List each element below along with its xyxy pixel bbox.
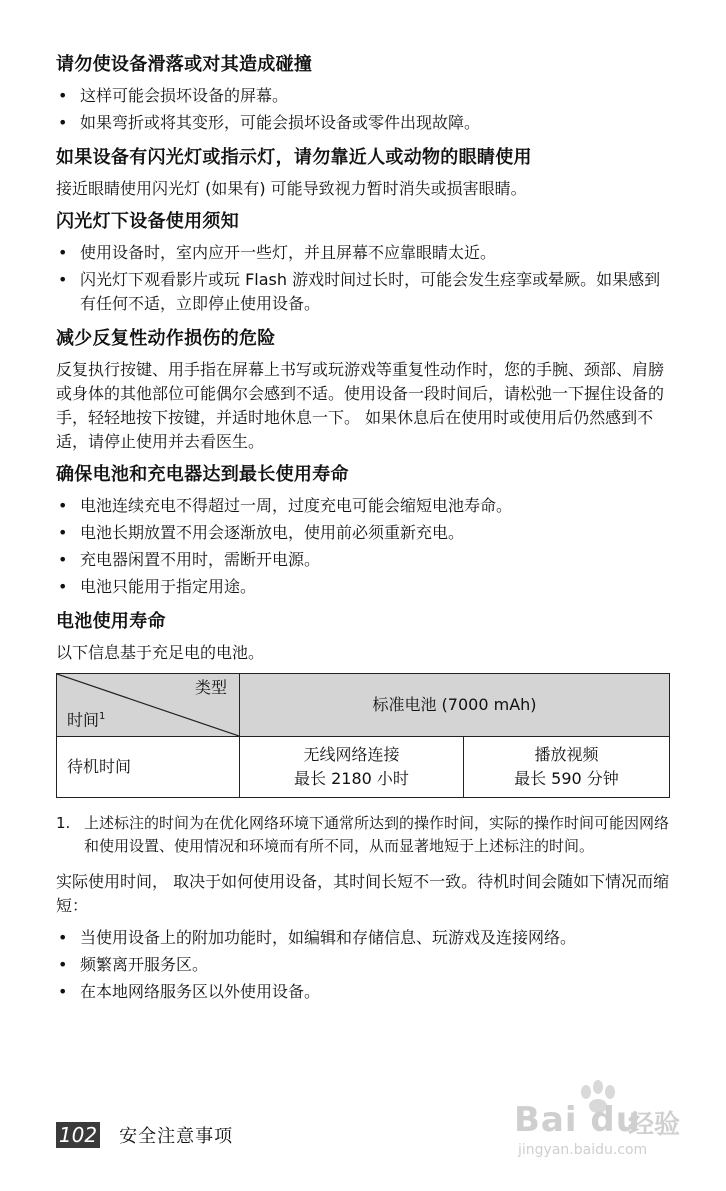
watermark-cn: 经验 (628, 1110, 681, 1140)
list-item: • 当使用设备上的附加功能时，如编辑和存储信息、玩游戏及连接网络。 (56, 926, 672, 950)
table-header-row (57, 674, 670, 737)
bullet-list (56, 241, 672, 316)
list-item: • 如果弯折或将其变形，可能会损坏设备或零件出现故障。 (56, 111, 672, 135)
table-row-label: 待机时间 (57, 737, 240, 798)
corner-type-label: 类型 (194, 678, 227, 697)
section-title: 如果设备有闪光灯或指示灯，请勿靠近人或动物的眼睛使用 (56, 147, 532, 168)
watermark-logo: Bai du (514, 1100, 641, 1140)
closing-bullet-list (56, 926, 672, 1004)
footnote-number: 1. (56, 814, 71, 832)
section-flash-eyes (56, 145, 672, 201)
section-battery-life (56, 609, 672, 665)
cell-line: 无线网络连接 (303, 745, 400, 764)
table-header-cell: 标准电池 (7000 mAh) (240, 674, 670, 737)
closing-paragraph: 实际使用时间， 取决于如何使用设备，其时间长短不一致。待机时间会随如下情况而缩短： (56, 872, 670, 915)
corner-time-text: 时间 (67, 710, 100, 729)
footnote-ref: 1 (99, 710, 106, 722)
section-battery-care (56, 462, 672, 599)
cell-line: 最长 2180 小时 (294, 769, 409, 788)
section-title: 电池使用寿命 (56, 611, 166, 632)
bullet-list (56, 494, 672, 599)
section-title: 确保电池和充电器达到最长使用寿命 (56, 464, 349, 485)
list-item: • 这样可能会损坏设备的屏幕。 (56, 84, 672, 108)
cell-line: 最长 590 分钟 (514, 769, 619, 788)
footnote-text: 上述标注的时间为在优化网络环境下通常所达到的操作时间，实际的操作时间可能因网络和使用设置、使用情况和环境而有所不同，从而显著地短于上述标注的时间。 (84, 814, 670, 855)
page-number: 102 (56, 1122, 100, 1148)
list-item: • 使用设备时，室内应开一些灯，并且屏幕不应靠眼睛太近。 (56, 241, 672, 265)
table-cell-wifi (240, 737, 464, 798)
section-title: 闪光灯下设备使用须知 (56, 211, 239, 232)
section-paragraph: 以下信息基于充足电的电池。 (56, 643, 265, 662)
corner-time-label (67, 705, 105, 732)
list-item: • 电池长期放置不用会逐渐放电，使用前必须重新充电。 (56, 521, 672, 545)
list-item: • 充电器闲置不用时，需断开电源。 (56, 548, 672, 572)
section-title: 请勿使设备滑落或对其造成碰撞 (56, 54, 313, 75)
list-item: • 在本地网络服务区以外使用设备。 (56, 980, 672, 1004)
section-repetitive-motion (56, 326, 672, 454)
footnote (56, 812, 672, 858)
bullet-list (56, 84, 672, 135)
cell-line: 播放视频 (534, 745, 599, 764)
list-item: • 电池只能用于指定用途。 (56, 575, 672, 599)
list-item: • 频繁离开服务区。 (56, 953, 672, 977)
section-title: 减少反复性动作损伤的危险 (56, 328, 276, 349)
section-drop (56, 52, 672, 135)
footer-section-title: 安全注意事项 (119, 1126, 234, 1147)
page-footer (56, 1122, 233, 1150)
list-item: • 电池连续充电不得超过一周，过度充电可能会缩短电池寿命。 (56, 494, 672, 518)
table-cell-video (463, 737, 669, 798)
table-row (57, 737, 670, 798)
section-paragraph: 接近眼睛使用闪光灯 (如果有) 可能导致视力暂时消失或损害眼睛。 (56, 179, 527, 198)
table-corner-cell (57, 674, 240, 737)
watermark (508, 1080, 708, 1165)
section-flash-notice (56, 209, 672, 316)
battery-life-table (56, 673, 670, 798)
section-paragraph: 反复执行按键、用手指在屏幕上书写或玩游戏等重复性动作时，您的手腕、颈部、肩膀或身体的其他部位可能偶尔会感到不适。使用设备一段时间后，请松弛一下握住设备的手，轻轻地按下按键，并适时地休息一下。 如果休息后在使用时或使用后仍然感到不适，请停止使用并去看医生。 (56, 360, 665, 451)
watermark-url: jingyan.baidu.com (518, 1142, 648, 1158)
manual-page (56, 52, 672, 1014)
list-item: • 闪光灯下观看影片或玩 Flash 游戏时间过长时，可能会发生痉挛或晕厥。如果感到有任何不适，立即停止使用设备。 (56, 268, 672, 316)
